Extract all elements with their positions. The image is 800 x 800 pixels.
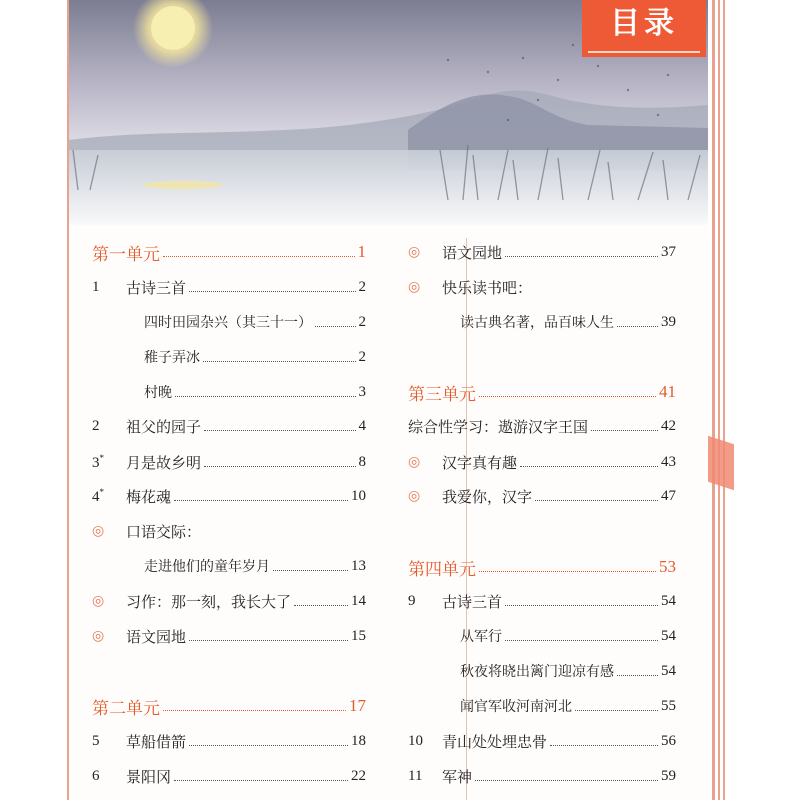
entry-title: 汉字真有趣 [442,453,518,472]
circle-bullet-icon: ◎ [408,454,421,470]
page-number: 54 [661,662,676,679]
lesson-number: 2 [92,417,100,434]
entry-title: 第三单元 [408,384,476,405]
lesson-number: 6 [92,767,100,784]
unit-heading [408,553,676,581]
dot-leader [189,291,355,292]
dot-leader [475,780,658,781]
toc-entry [92,517,366,545]
page-number: 47 [661,487,676,504]
unit-heading [92,692,366,720]
dot-leader [505,605,658,606]
dot-leader [204,430,355,431]
lesson-number: 3* [92,452,104,471]
page-number: 43 [661,453,676,470]
page-number: 15 [351,627,366,644]
lesson-number: 1 [92,278,100,295]
circle-bullet-icon: ◎ [92,593,105,609]
lesson-number: 5 [92,732,100,749]
toc-entry [92,727,366,755]
toc-entry [460,308,676,336]
entry-title: 稚子弄冰 [144,350,200,366]
dot-leader [617,675,658,676]
page-number: 4 [358,417,366,434]
dot-leader [550,745,658,746]
toc-entry [144,308,366,336]
page-edge-left [67,0,69,800]
toc-entry [92,482,366,510]
dot-leader [203,361,356,362]
entry-title: 综合性学习：遨游汉字王国 [408,417,589,436]
toc-entry [408,448,676,476]
entry-title: 语文园地 [126,627,187,646]
entry-title: 秋夜将晓出篱门迎凉有感 [460,664,614,680]
entry-title: 第一单元 [92,244,160,265]
toc-page [68,0,708,800]
toc-entry [92,587,366,615]
page-number: 14 [351,592,366,609]
dot-leader [174,780,348,781]
toc-entry [408,727,676,755]
toc-entry [460,692,676,720]
page-edge-right [712,0,715,800]
unit-heading [92,238,366,266]
page-number: 42 [661,417,676,434]
toc-entry [92,622,366,650]
entry-title: 草船借箭 [126,732,187,751]
dot-leader [189,640,348,641]
toc-entry [408,238,676,266]
circle-bullet-icon: ◎ [408,488,421,504]
dot-leader [479,396,656,397]
toc-entry [144,378,366,406]
dot-leader [163,256,355,257]
dot-leader [189,745,348,746]
entry-title: 梅花魂 [126,487,172,506]
bookmark-tab [708,436,734,490]
page-number: 2 [358,348,366,365]
circle-bullet-icon: ◎ [408,279,421,295]
page-number: 41 [659,382,676,401]
lesson-number: 4* [92,486,104,505]
dot-leader [505,640,658,641]
page-edge-right-3 [723,0,725,800]
entry-title: 景阳冈 [126,767,172,786]
dot-leader [535,500,658,501]
page-number: 59 [661,767,676,784]
page-edge-right-2 [718,0,720,800]
dot-leader [174,500,348,501]
toc-entry [408,482,676,510]
entry-title: 军神 [442,767,473,786]
toc-entry [408,587,676,615]
toc-entry [92,448,366,476]
circle-bullet-icon: ◎ [92,523,105,539]
toc-entry [144,552,366,580]
dot-leader [163,710,346,711]
entry-title: 四时田园杂兴（其三十一） [144,315,312,331]
entry-title: 古诗三首 [126,278,187,297]
page-number: 3 [358,383,366,400]
dot-leader [520,466,658,467]
dot-leader [204,466,355,467]
toc-entry [92,762,366,790]
entry-title: 读古典名著，品百味人生 [460,315,614,331]
toc-entry [92,273,366,301]
dot-leader [591,430,658,431]
page-number: 17 [349,696,366,715]
dot-leader [273,570,348,571]
entry-title: 古诗三首 [442,592,503,611]
page-number: 55 [661,697,676,714]
page-number: 18 [351,732,366,749]
entry-title: 青山处处埋忠骨 [442,732,548,751]
lesson-number: 10 [408,732,423,749]
entry-title: 从军行 [460,629,502,645]
toc-entry [460,657,676,685]
circle-bullet-icon: ◎ [92,628,105,644]
entry-title: 语文园地 [442,243,503,262]
page-number: 2 [358,278,366,295]
lesson-number: 9 [408,592,416,609]
entry-title: 走进他们的童年岁月 [144,559,270,575]
page-number: 1 [357,242,366,261]
page-number: 53 [659,557,676,576]
dot-leader [479,571,656,572]
page-number: 2 [358,313,366,330]
dot-leader [315,326,356,327]
page-number: 8 [358,453,366,470]
entry-title: 第四单元 [408,559,476,580]
dot-leader [294,605,348,606]
entry-title: 第二单元 [92,698,160,719]
dot-leader [505,256,658,257]
page-number: 13 [351,557,366,574]
circle-bullet-icon: ◎ [408,244,421,260]
entry-title: 口语交际： [126,522,202,541]
lesson-number: 11 [408,767,423,784]
entry-title: 快乐读书吧： [442,278,533,297]
toc-entry [92,412,366,440]
page-number: 39 [661,313,676,330]
entry-title: 我爱你，汉字 [442,487,533,506]
page-title: 目录 [582,0,706,57]
entry-title: 村晚 [144,385,172,401]
entry-title: 月是故乡明 [126,453,202,472]
entry-title: 习作：那一刻，我长大了 [126,592,292,611]
dot-leader [175,396,356,397]
toc-entry [460,622,676,650]
page-number: 10 [351,487,366,504]
page-number: 54 [661,627,676,644]
toc-entry [408,412,676,440]
page-number: 22 [351,767,366,784]
page-number: 37 [661,243,676,260]
page-number: 54 [661,592,676,609]
toc-entry [408,273,676,301]
entry-title: 闻官军收河南河北 [460,699,572,715]
page-number: 56 [661,732,676,749]
toc-entry [408,762,676,790]
unit-heading [408,378,676,406]
dot-leader [575,710,658,711]
toc-entry [144,343,366,371]
dot-leader [617,326,658,327]
entry-title: 祖父的园子 [126,417,202,436]
